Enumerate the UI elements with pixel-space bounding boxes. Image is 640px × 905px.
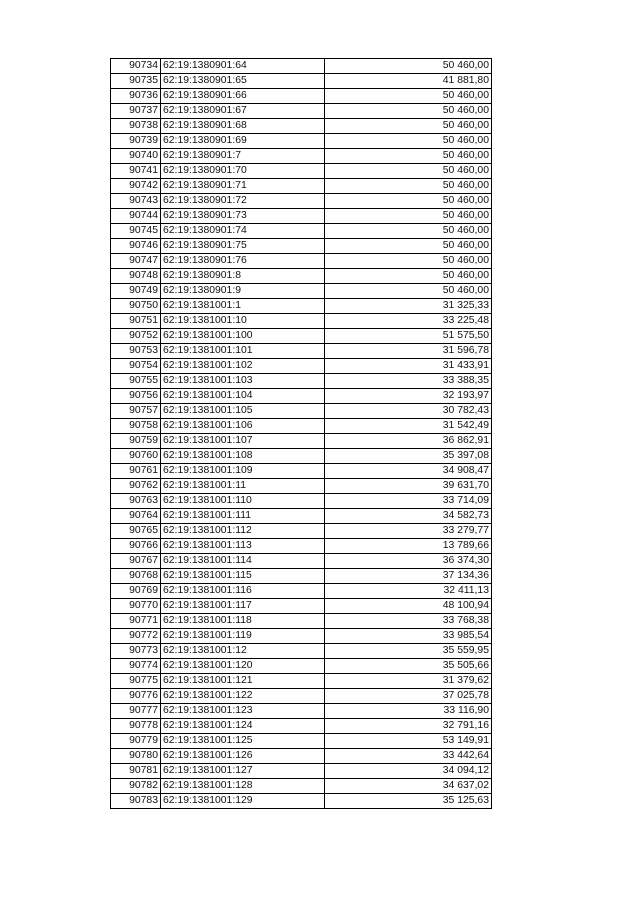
amount-cell: 50 460,00 <box>325 194 492 209</box>
amount-cell: 36 374,30 <box>325 554 492 569</box>
table-row <box>111 719 492 734</box>
table-row <box>111 734 492 749</box>
table-row <box>111 599 492 614</box>
cadastral-number-cell: 62:19:1380901:73 <box>161 209 325 224</box>
row-number-cell: 90768 <box>111 569 161 584</box>
cadastral-number-cell: 62:19:1381001:116 <box>161 584 325 599</box>
cadastral-number-cell: 62:19:1381001:129 <box>161 794 325 809</box>
amount-cell: 32 411,13 <box>325 584 492 599</box>
row-number-cell: 90771 <box>111 614 161 629</box>
cadastral-number-cell: 62:19:1381001:127 <box>161 764 325 779</box>
row-number-cell: 90746 <box>111 239 161 254</box>
cadastral-number-cell: 62:19:1380901:69 <box>161 134 325 149</box>
cadastral-number-cell: 62:19:1381001:126 <box>161 749 325 764</box>
row-number-cell: 90734 <box>111 59 161 74</box>
table-row <box>111 344 492 359</box>
cadastral-number-cell: 62:19:1381001:109 <box>161 464 325 479</box>
amount-cell: 50 460,00 <box>325 149 492 164</box>
amount-cell: 30 782,43 <box>325 404 492 419</box>
cadastral-number-cell: 62:19:1381001:124 <box>161 719 325 734</box>
cadastral-number-cell: 62:19:1381001:113 <box>161 539 325 554</box>
cadastral-number-cell: 62:19:1381001:112 <box>161 524 325 539</box>
table-row <box>111 119 492 134</box>
cadastral-number-cell: 62:19:1381001:10 <box>161 314 325 329</box>
cadastral-number-cell: 62:19:1381001:110 <box>161 494 325 509</box>
row-number-cell: 90763 <box>111 494 161 509</box>
table-row <box>111 629 492 644</box>
row-number-cell: 90760 <box>111 449 161 464</box>
row-number-cell: 90740 <box>111 149 161 164</box>
amount-cell: 50 460,00 <box>325 239 492 254</box>
table-row <box>111 509 492 524</box>
row-number-cell: 90735 <box>111 74 161 89</box>
amount-cell: 50 460,00 <box>325 209 492 224</box>
row-number-cell: 90770 <box>111 599 161 614</box>
table-row <box>111 614 492 629</box>
row-number-cell: 90762 <box>111 479 161 494</box>
row-number-cell: 90737 <box>111 104 161 119</box>
amount-cell: 48 100,94 <box>325 599 492 614</box>
amount-cell: 36 862,91 <box>325 434 492 449</box>
table-row <box>111 464 492 479</box>
row-number-cell: 90752 <box>111 329 161 344</box>
table-row <box>111 494 492 509</box>
row-number-cell: 90764 <box>111 509 161 524</box>
cadastral-number-cell: 62:19:1381001:101 <box>161 344 325 359</box>
table-row <box>111 749 492 764</box>
table-row <box>111 779 492 794</box>
table-row <box>111 554 492 569</box>
row-number-cell: 90738 <box>111 119 161 134</box>
row-number-cell: 90775 <box>111 674 161 689</box>
row-number-cell: 90748 <box>111 269 161 284</box>
amount-cell: 50 460,00 <box>325 284 492 299</box>
cadastral-number-cell: 62:19:1381001:103 <box>161 374 325 389</box>
row-number-cell: 90754 <box>111 359 161 374</box>
table-row <box>111 539 492 554</box>
cadastral-number-cell: 62:19:1380901:75 <box>161 239 325 254</box>
table-row <box>111 359 492 374</box>
cadastral-number-cell: 62:19:1380901:70 <box>161 164 325 179</box>
table-row <box>111 314 492 329</box>
table-row <box>111 674 492 689</box>
row-number-cell: 90758 <box>111 419 161 434</box>
table-row <box>111 584 492 599</box>
row-number-cell: 90736 <box>111 89 161 104</box>
amount-cell: 31 596,78 <box>325 344 492 359</box>
amount-cell: 32 193,97 <box>325 389 492 404</box>
table-row <box>111 479 492 494</box>
cadastral-number-cell: 62:19:1380901:9 <box>161 284 325 299</box>
amount-cell: 33 768,38 <box>325 614 492 629</box>
cadastral-number-cell: 62:19:1381001:120 <box>161 659 325 674</box>
row-number-cell: 90743 <box>111 194 161 209</box>
row-number-cell: 90750 <box>111 299 161 314</box>
row-number-cell: 90766 <box>111 539 161 554</box>
amount-cell: 35 125,63 <box>325 794 492 809</box>
amount-cell: 31 379,62 <box>325 674 492 689</box>
table-row <box>111 689 492 704</box>
amount-cell: 50 460,00 <box>325 134 492 149</box>
amount-cell: 34 908,47 <box>325 464 492 479</box>
row-number-cell: 90767 <box>111 554 161 569</box>
row-number-cell: 90783 <box>111 794 161 809</box>
row-number-cell: 90765 <box>111 524 161 539</box>
table-row <box>111 179 492 194</box>
amount-cell: 34 637,02 <box>325 779 492 794</box>
row-number-cell: 90772 <box>111 629 161 644</box>
row-number-cell: 90745 <box>111 224 161 239</box>
amount-cell: 33 116,90 <box>325 704 492 719</box>
table-row <box>111 434 492 449</box>
row-number-cell: 90756 <box>111 389 161 404</box>
table-row <box>111 329 492 344</box>
cadastral-number-cell: 62:19:1381001:117 <box>161 599 325 614</box>
row-number-cell: 90741 <box>111 164 161 179</box>
cadastral-number-cell: 62:19:1381001:121 <box>161 674 325 689</box>
row-number-cell: 90761 <box>111 464 161 479</box>
amount-cell: 13 789,66 <box>325 539 492 554</box>
table-row <box>111 419 492 434</box>
amount-cell: 33 985,54 <box>325 629 492 644</box>
cadastral-number-cell: 62:19:1380901:8 <box>161 269 325 284</box>
cadastral-number-cell: 62:19:1380901:64 <box>161 59 325 74</box>
cadastral-number-cell: 62:19:1380901:72 <box>161 194 325 209</box>
amount-cell: 53 149,91 <box>325 734 492 749</box>
cadastral-number-cell: 62:19:1380901:67 <box>161 104 325 119</box>
cadastral-number-cell: 62:19:1380901:74 <box>161 224 325 239</box>
amount-cell: 33 714,09 <box>325 494 492 509</box>
cadastral-number-cell: 62:19:1381001:111 <box>161 509 325 524</box>
amount-cell: 32 791,16 <box>325 719 492 734</box>
table-row <box>111 89 492 104</box>
row-number-cell: 90776 <box>111 689 161 704</box>
cadastral-number-cell: 62:19:1380901:76 <box>161 254 325 269</box>
row-number-cell: 90749 <box>111 284 161 299</box>
table-row <box>111 149 492 164</box>
cadastral-number-cell: 62:19:1381001:1 <box>161 299 325 314</box>
table-row <box>111 374 492 389</box>
cadastral-number-cell: 62:19:1380901:68 <box>161 119 325 134</box>
amount-cell: 50 460,00 <box>325 104 492 119</box>
cadastral-number-cell: 62:19:1381001:106 <box>161 419 325 434</box>
row-number-cell: 90751 <box>111 314 161 329</box>
table-row <box>111 284 492 299</box>
table-row <box>111 209 492 224</box>
table-row <box>111 269 492 284</box>
amount-cell: 50 460,00 <box>325 59 492 74</box>
table-row <box>111 59 492 74</box>
cadastral-number-cell: 62:19:1381001:104 <box>161 389 325 404</box>
amount-cell: 35 559,95 <box>325 644 492 659</box>
row-number-cell: 90747 <box>111 254 161 269</box>
cadastral-number-cell: 62:19:1381001:107 <box>161 434 325 449</box>
cadastral-number-cell: 62:19:1381001:123 <box>161 704 325 719</box>
row-number-cell: 90774 <box>111 659 161 674</box>
row-number-cell: 90742 <box>111 179 161 194</box>
table-row <box>111 764 492 779</box>
table-row <box>111 164 492 179</box>
amount-cell: 34 582,73 <box>325 509 492 524</box>
cadastral-number-cell: 62:19:1381001:105 <box>161 404 325 419</box>
amount-cell: 31 325,33 <box>325 299 492 314</box>
amount-cell: 50 460,00 <box>325 164 492 179</box>
amount-cell: 33 225,48 <box>325 314 492 329</box>
cadastral-number-cell: 62:19:1381001:115 <box>161 569 325 584</box>
amount-cell: 33 388,35 <box>325 374 492 389</box>
amount-cell: 41 881,80 <box>325 74 492 89</box>
table-row <box>111 569 492 584</box>
amount-cell: 33 279,77 <box>325 524 492 539</box>
table-row <box>111 224 492 239</box>
row-number-cell: 90780 <box>111 749 161 764</box>
cadastral-number-cell: 62:19:1381001:100 <box>161 329 325 344</box>
cadastral-value-table <box>110 58 492 809</box>
amount-cell: 35 505,66 <box>325 659 492 674</box>
table-row <box>111 134 492 149</box>
amount-cell: 37 134,36 <box>325 569 492 584</box>
cadastral-number-cell: 62:19:1381001:114 <box>161 554 325 569</box>
amount-cell: 51 575,50 <box>325 329 492 344</box>
amount-cell: 39 631,70 <box>325 479 492 494</box>
row-number-cell: 90753 <box>111 344 161 359</box>
amount-cell: 31 433,91 <box>325 359 492 374</box>
amount-cell: 31 542,49 <box>325 419 492 434</box>
amount-cell: 37 025,78 <box>325 689 492 704</box>
document-table-container <box>110 58 492 809</box>
table-row <box>111 794 492 809</box>
row-number-cell: 90759 <box>111 434 161 449</box>
table-row <box>111 239 492 254</box>
amount-cell: 50 460,00 <box>325 179 492 194</box>
cadastral-number-cell: 62:19:1381001:108 <box>161 449 325 464</box>
table-row <box>111 404 492 419</box>
cadastral-number-cell: 62:19:1381001:122 <box>161 689 325 704</box>
row-number-cell: 90781 <box>111 764 161 779</box>
row-number-cell: 90744 <box>111 209 161 224</box>
cadastral-number-cell: 62:19:1380901:66 <box>161 89 325 104</box>
table-row <box>111 254 492 269</box>
row-number-cell: 90778 <box>111 719 161 734</box>
table-row <box>111 704 492 719</box>
cadastral-number-cell: 62:19:1381001:118 <box>161 614 325 629</box>
row-number-cell: 90773 <box>111 644 161 659</box>
table-row <box>111 299 492 314</box>
table-row <box>111 449 492 464</box>
amount-cell: 50 460,00 <box>325 254 492 269</box>
cadastral-number-cell: 62:19:1380901:65 <box>161 74 325 89</box>
amount-cell: 50 460,00 <box>325 89 492 104</box>
row-number-cell: 90755 <box>111 374 161 389</box>
cadastral-number-cell: 62:19:1381001:119 <box>161 629 325 644</box>
amount-cell: 50 460,00 <box>325 269 492 284</box>
table-row <box>111 524 492 539</box>
row-number-cell: 90769 <box>111 584 161 599</box>
table-row <box>111 74 492 89</box>
table-row <box>111 104 492 119</box>
row-number-cell: 90739 <box>111 134 161 149</box>
amount-cell: 50 460,00 <box>325 119 492 134</box>
cadastral-number-cell: 62:19:1381001:12 <box>161 644 325 659</box>
row-number-cell: 90782 <box>111 779 161 794</box>
table-row <box>111 659 492 674</box>
cadastral-number-cell: 62:19:1380901:7 <box>161 149 325 164</box>
row-number-cell: 90777 <box>111 704 161 719</box>
table-body <box>111 59 492 809</box>
cadastral-number-cell: 62:19:1381001:125 <box>161 734 325 749</box>
row-number-cell: 90757 <box>111 404 161 419</box>
row-number-cell: 90779 <box>111 734 161 749</box>
amount-cell: 50 460,00 <box>325 224 492 239</box>
cadastral-number-cell: 62:19:1381001:128 <box>161 779 325 794</box>
table-row <box>111 194 492 209</box>
cadastral-number-cell: 62:19:1381001:11 <box>161 479 325 494</box>
table-row <box>111 389 492 404</box>
cadastral-number-cell: 62:19:1380901:71 <box>161 179 325 194</box>
cadastral-number-cell: 62:19:1381001:102 <box>161 359 325 374</box>
amount-cell: 33 442,64 <box>325 749 492 764</box>
amount-cell: 34 094,12 <box>325 764 492 779</box>
amount-cell: 35 397,08 <box>325 449 492 464</box>
table-row <box>111 644 492 659</box>
